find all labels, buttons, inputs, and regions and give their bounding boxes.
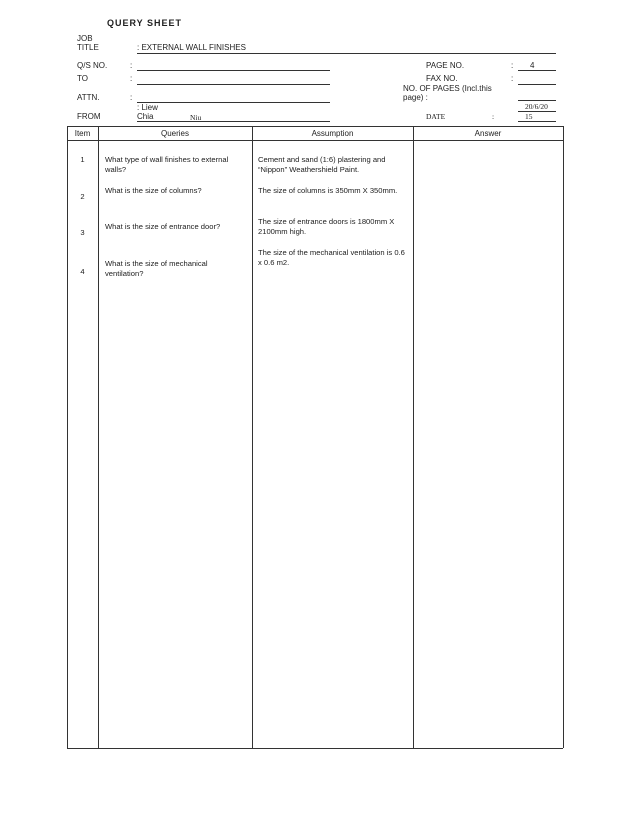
table-header-border bbox=[67, 140, 563, 141]
query-text: What is the size of columns? bbox=[105, 186, 202, 195]
assumption-text: The size of entrance doors is 1800mm X 2100mm high. bbox=[258, 217, 395, 236]
job-label: JOB bbox=[77, 34, 93, 43]
table-bottom-border bbox=[67, 748, 563, 749]
date-colon: : bbox=[492, 112, 495, 121]
job-title-value: : EXTERNAL WALL FINISHES bbox=[137, 43, 246, 52]
date-value-2: 15 bbox=[525, 112, 533, 121]
job-title-underline bbox=[137, 53, 556, 54]
item-number: 2 bbox=[80, 192, 85, 201]
column-header-assumption: Assumption bbox=[311, 129, 354, 138]
column-header-queries: Queries bbox=[160, 129, 189, 138]
fax-no-label: FAX NO. bbox=[426, 74, 458, 83]
from-label: FROM bbox=[77, 112, 101, 121]
sheet-title: QUERY SHEET bbox=[107, 18, 183, 28]
attn-colon: : bbox=[130, 93, 133, 102]
item-number: 1 bbox=[80, 155, 85, 164]
date-value-1: 20/6/20 bbox=[525, 102, 548, 111]
no-of-pages-label-1: NO. OF PAGES (Incl.this bbox=[403, 84, 492, 93]
assumption-text: The size of columns is 350mm X 350mm. bbox=[258, 186, 398, 195]
qs-no-label: Q/S NO. bbox=[77, 61, 108, 70]
table-top-border bbox=[67, 126, 563, 127]
item-number: 3 bbox=[80, 228, 85, 237]
attn-field[interactable] bbox=[137, 102, 330, 103]
date-underline-2 bbox=[518, 121, 556, 122]
query-text: What is the size of entrance door? bbox=[105, 222, 221, 231]
qs-no-colon: : bbox=[130, 61, 133, 70]
page-no-label: PAGE NO. bbox=[426, 61, 465, 70]
query-text: What type of wall finishes to external walls? bbox=[105, 155, 229, 174]
date-label: DATE bbox=[426, 112, 446, 121]
column-divider-1 bbox=[98, 126, 99, 748]
from-field[interactable] bbox=[137, 121, 330, 122]
qs-no-field[interactable] bbox=[137, 70, 330, 71]
no-of-pages-label-2: page) : bbox=[403, 93, 428, 102]
from-name-3: Niu bbox=[190, 113, 202, 122]
to-label: TO bbox=[77, 74, 88, 83]
assumption-text: Cement and sand (1:6) plastering and “Nippon” Weathershield Paint. bbox=[258, 155, 386, 174]
assumption-text: The size of the mechanical ventilation is 0.6 x 0.6 m2. bbox=[258, 248, 405, 267]
no-of-pages-field[interactable] bbox=[518, 100, 556, 101]
to-field[interactable] bbox=[137, 84, 330, 85]
column-header-answer: Answer bbox=[474, 129, 502, 138]
page-no-underline bbox=[518, 70, 556, 71]
fax-no-colon: : bbox=[511, 74, 514, 83]
attn-label: ATTN. bbox=[77, 93, 100, 102]
item-number: 4 bbox=[80, 267, 85, 276]
column-divider-2 bbox=[252, 126, 253, 748]
fax-no-field[interactable] bbox=[518, 84, 556, 85]
query-text: What is the size of mechanical ventilation? bbox=[105, 259, 208, 278]
from-name-1: : Liew bbox=[137, 103, 158, 112]
table-right-border bbox=[563, 126, 564, 748]
page-no-value: 4 bbox=[530, 61, 535, 70]
column-divider-3 bbox=[413, 126, 414, 748]
from-name-2: Chia bbox=[137, 112, 154, 121]
column-header-item: Item bbox=[74, 129, 91, 138]
to-colon: : bbox=[130, 74, 133, 83]
table-left-border bbox=[67, 126, 68, 748]
title-label: TITLE bbox=[77, 43, 99, 52]
page-no-colon: : bbox=[511, 61, 514, 70]
date-underline-1 bbox=[518, 111, 556, 112]
